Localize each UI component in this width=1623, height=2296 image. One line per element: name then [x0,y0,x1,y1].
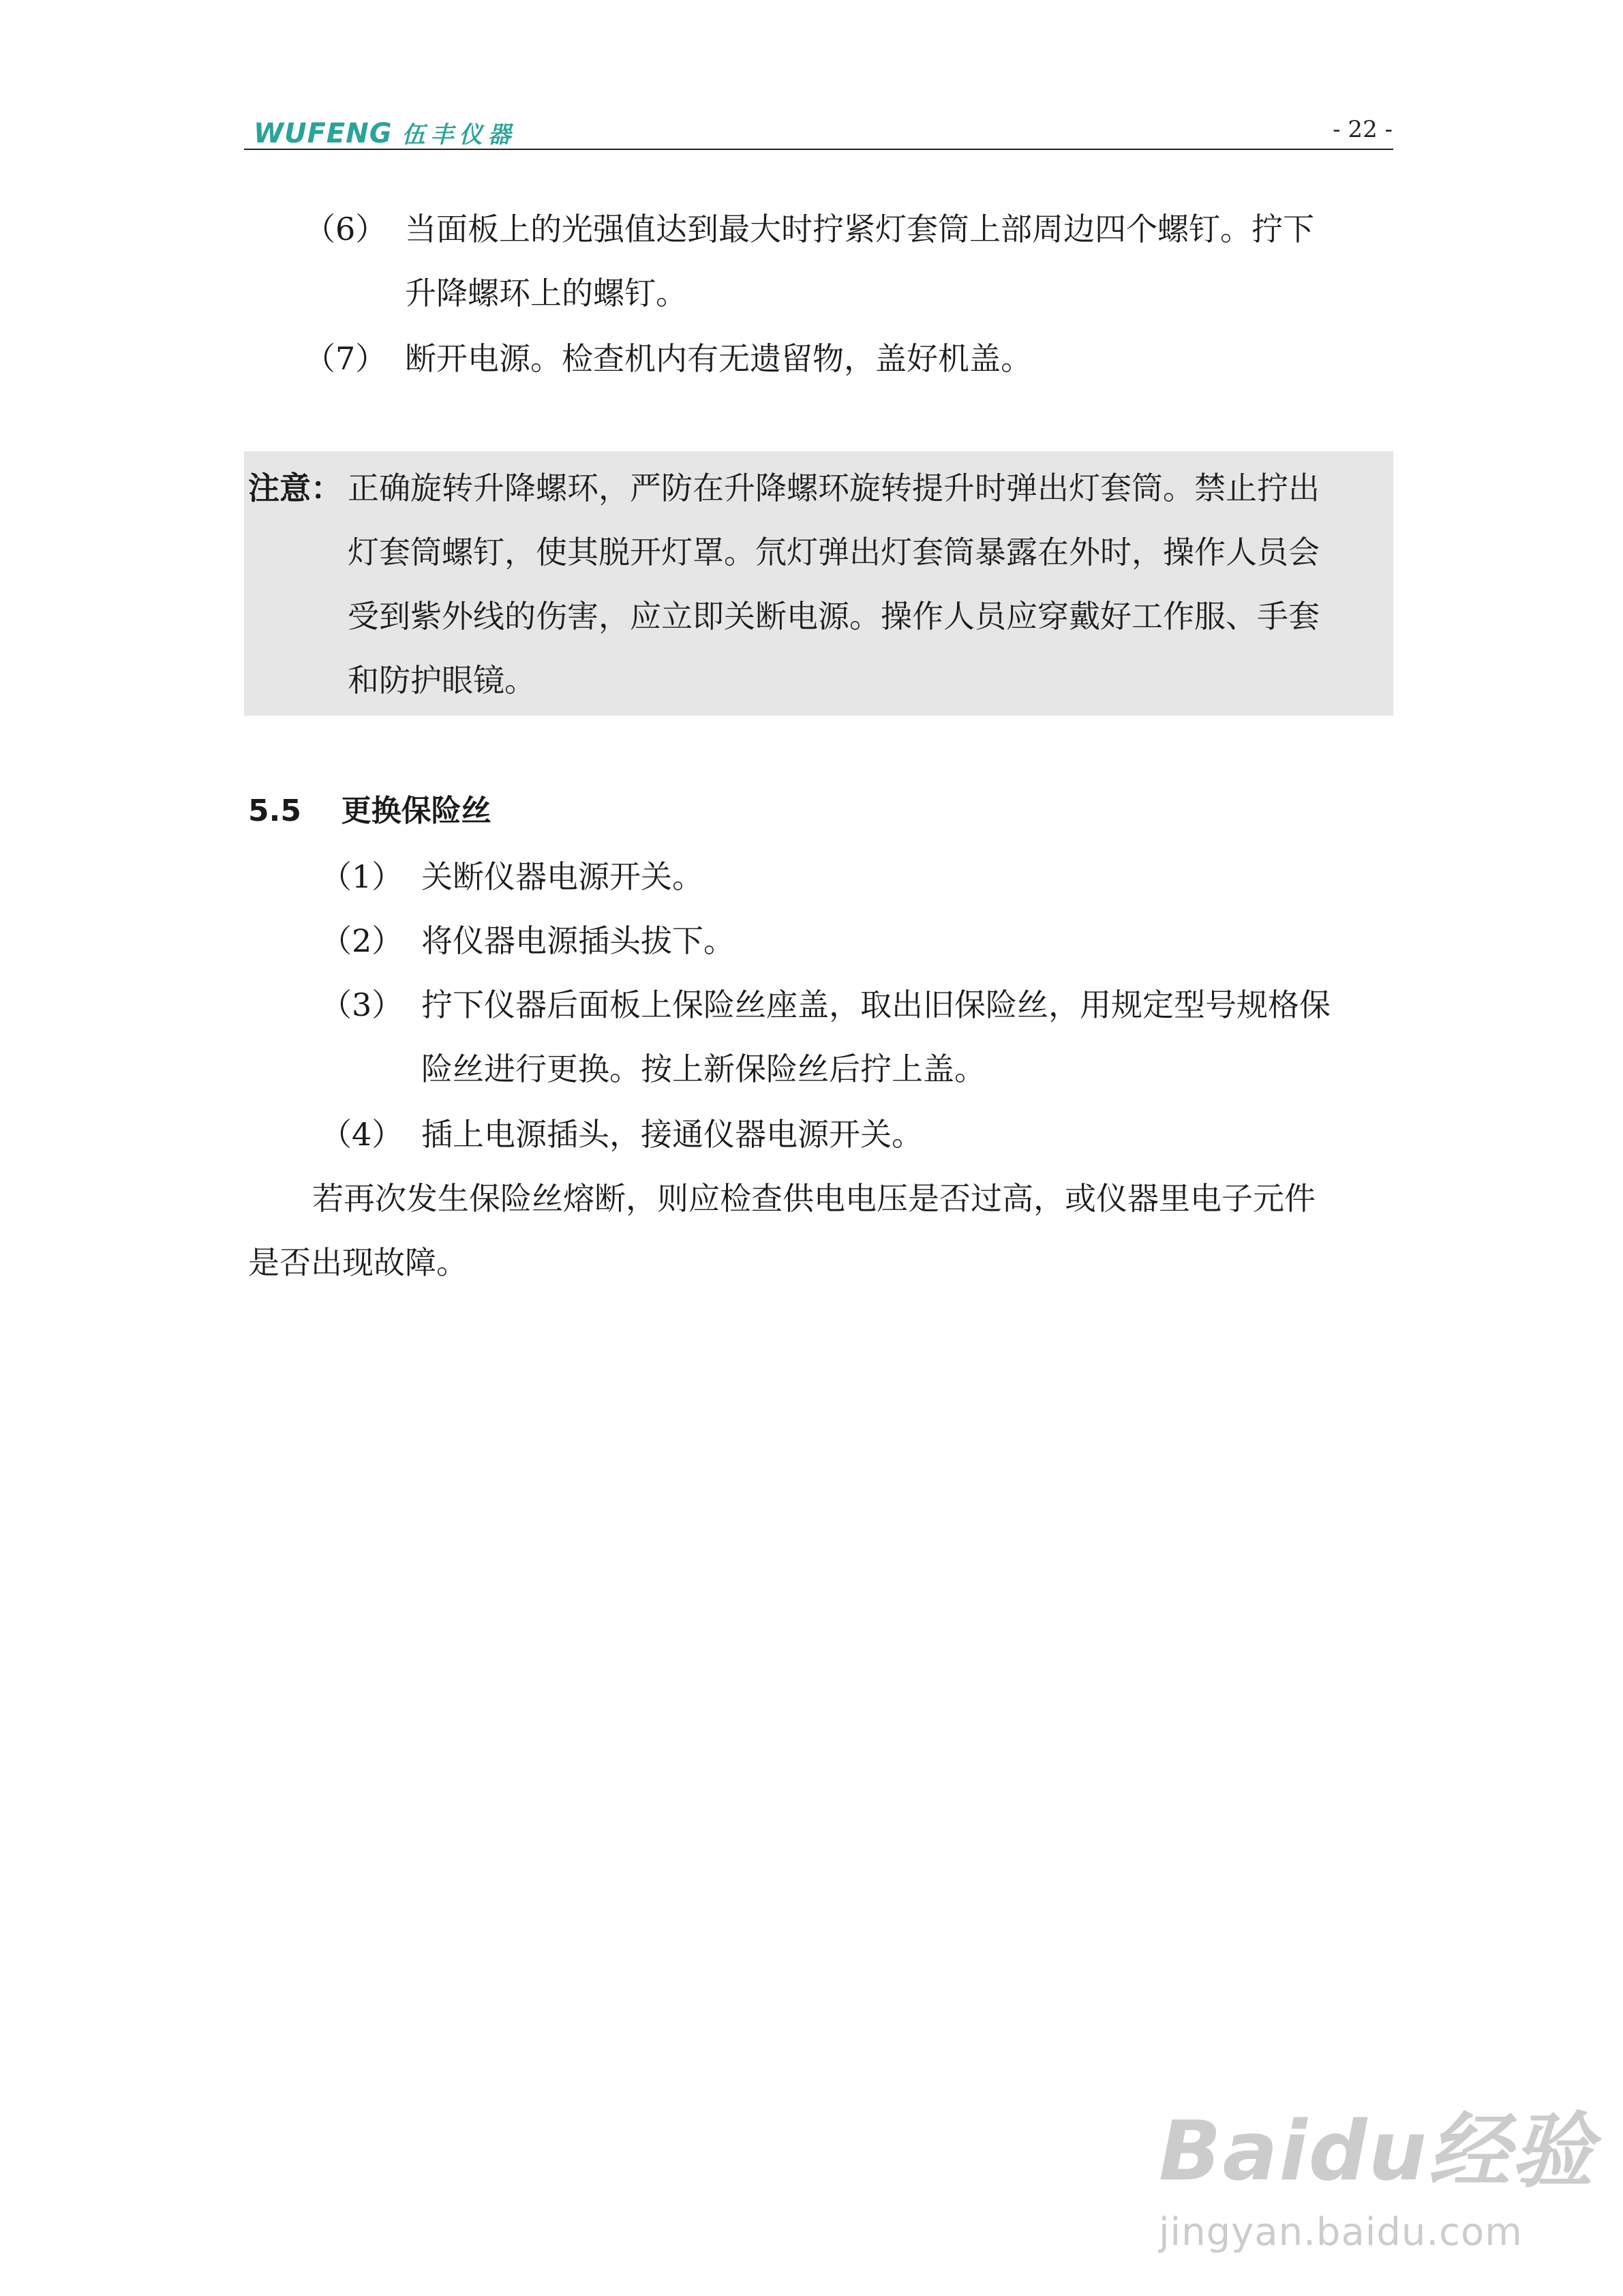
closing-paragraph-line: 是否出现故障。 [248,1244,468,1281]
step-text: 断开电源。检查机内有无遗留物，盖好机盖。 [405,340,1032,377]
note-line: 和防护眼镜。 [348,662,536,699]
step-number: （6） [304,211,387,247]
section-heading [248,791,491,832]
watermark [1159,2086,1594,2254]
note-line: 灯套筒螺钉，使其脱开灯罩。氘灯弹出灯套筒暴露在外时，操作人员会 [348,534,1320,571]
step-text: 关断仪器电源开关。 [421,858,703,895]
note-line: 正确旋转升降螺环，严防在升降螺环旋转提升时弹出灯套筒。禁止拧出 [348,470,1320,507]
step-number: （7） [304,340,387,377]
step-number: （3） [320,986,404,1023]
brand-logo [254,116,517,149]
step-text: 插上电源插头，接通仪器电源开关。 [421,1116,923,1153]
brand-latin: WUFENG [254,118,393,149]
section-number: 5.5 [248,794,301,828]
watermark-url: jingyan.baidu.com [1159,2210,1523,2254]
section-title: 更换保险丝 [341,794,491,828]
note-line: 受到紫外线的伤害，应立即关断电源。操作人员应穿戴好工作服、手套 [348,598,1320,635]
step-text: 拧下仪器后面板上保险丝座盖，取出旧保险丝，用规定型号规格保 [421,986,1331,1023]
page-number: - 22 - [1333,116,1393,143]
header-rule [244,149,1393,150]
brand-chinese: 伍丰仪器 [401,121,517,149]
closing-paragraph-line: 若再次发生保险丝熔断，则应检查供电电压是否过高，或仪器里电子元件 [312,1180,1316,1217]
note-label: 注意： [248,470,342,507]
step-text-continued: 升降螺环上的螺钉。 [405,275,687,312]
step-text-continued: 险丝进行更换。按上新保险丝后拧上盖。 [421,1051,986,1087]
step-number: （1） [320,858,404,895]
step-number: （2） [320,922,404,959]
step-text: 将仪器电源插头拔下。 [421,922,735,959]
step-text: 当面板上的光强值达到最大时拧紧灯套筒上部周边四个螺钉。拧下 [405,211,1314,247]
watermark-main: Baidu经验 [1159,2104,1594,2199]
step-number: （4） [320,1116,404,1153]
